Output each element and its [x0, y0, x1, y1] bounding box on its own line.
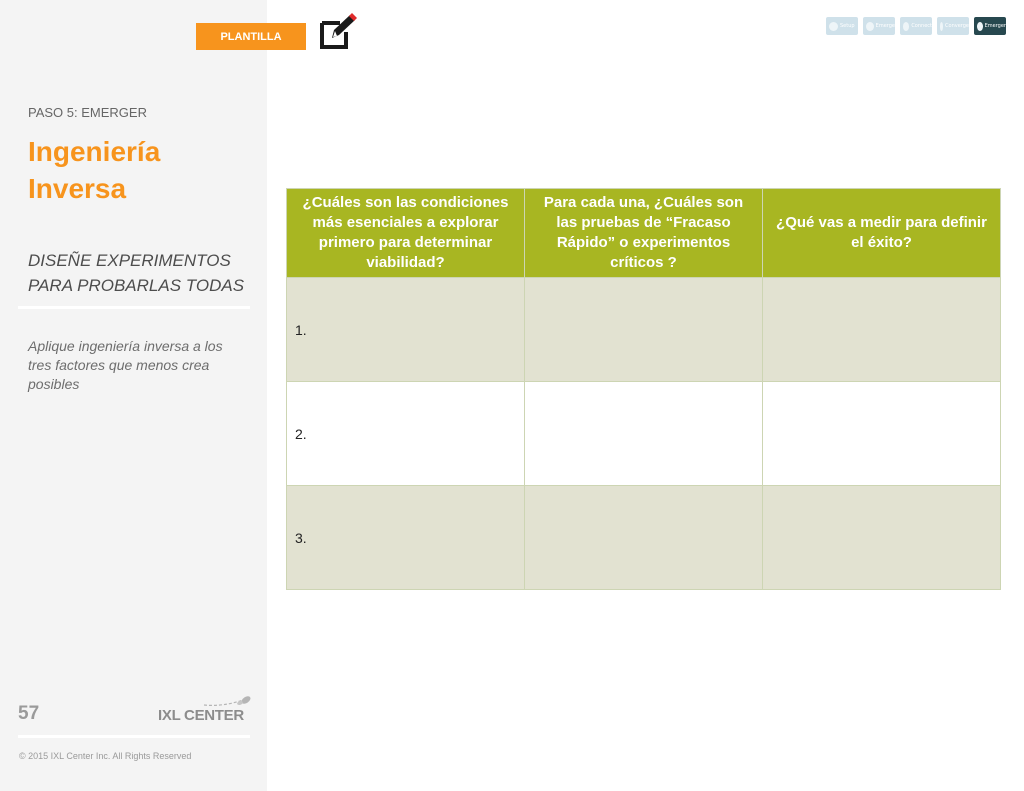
- edit-icon: [318, 12, 358, 52]
- table-cell[interactable]: 2.: [287, 382, 525, 486]
- table-cell[interactable]: 1.: [287, 278, 525, 382]
- step-dot-icon: [977, 22, 983, 31]
- logo-text: IXL CENTER: [158, 707, 244, 724]
- table-cell[interactable]: [525, 486, 763, 590]
- step-dot-icon: [940, 22, 943, 31]
- table-cell[interactable]: [763, 486, 1001, 590]
- table-cell[interactable]: [763, 278, 1001, 382]
- step-dot-icon: [829, 22, 838, 31]
- step-navigation: [826, 17, 1006, 35]
- sidebar-divider: [18, 306, 250, 309]
- table-cell[interactable]: [525, 382, 763, 486]
- nav-step-label: Emerger: [984, 23, 1006, 29]
- table-row: [287, 382, 1001, 486]
- nav-step-label: Converge: [945, 23, 969, 29]
- table-header-row: [287, 189, 1001, 278]
- nav-step-label: Connect: [911, 23, 932, 29]
- leaf-icon: [202, 694, 252, 708]
- step-dot-icon: [903, 22, 909, 31]
- page-subtitle: DISEÑE EXPERIMENTOS PARA PROBARLAS TODAS: [28, 251, 245, 295]
- table-cell[interactable]: 3.: [287, 486, 525, 590]
- step-label: PASO 5: EMERGER: [28, 105, 147, 120]
- page-number: 57: [18, 703, 40, 724]
- company-logo: [158, 694, 250, 724]
- table-row: [287, 486, 1001, 590]
- table-header-conditions: ¿Cuáles son las condiciones más esenciales a explorar primero para determinar viabilidad?: [287, 189, 525, 278]
- nav-step-1[interactable]: [826, 17, 858, 35]
- table-row: [287, 278, 1001, 382]
- nav-step-3[interactable]: [900, 17, 932, 35]
- step-dot-icon: [866, 22, 874, 31]
- nav-step-label: Setup: [840, 23, 855, 29]
- nav-step-2[interactable]: [863, 17, 895, 35]
- nav-step-label: Emerge: [875, 23, 895, 29]
- table-cell[interactable]: [525, 278, 763, 382]
- experiment-table: [286, 188, 1001, 590]
- table-header-experiments: Para cada una, ¿Cuáles son las pruebas de “Fracaso Rápido” o experimentos críticos ?: [525, 189, 763, 278]
- instruction-text: Aplique ingeniería inversa a los tres factores que menos crea posibles: [28, 338, 223, 392]
- nav-step-4[interactable]: [937, 17, 969, 35]
- table-header-metrics: ¿Qué vas a medir para definir el éxito?: [763, 189, 1001, 278]
- page-title: Ingeniería Inversa: [28, 136, 161, 204]
- copyright-text: © 2015 IXL Center Inc. All Rights Reserved: [19, 751, 192, 761]
- nav-step-5[interactable]: [974, 17, 1006, 35]
- footer-divider: [18, 735, 250, 738]
- template-tag-button[interactable]: PLANTILLA: [196, 23, 306, 50]
- table-cell[interactable]: [763, 382, 1001, 486]
